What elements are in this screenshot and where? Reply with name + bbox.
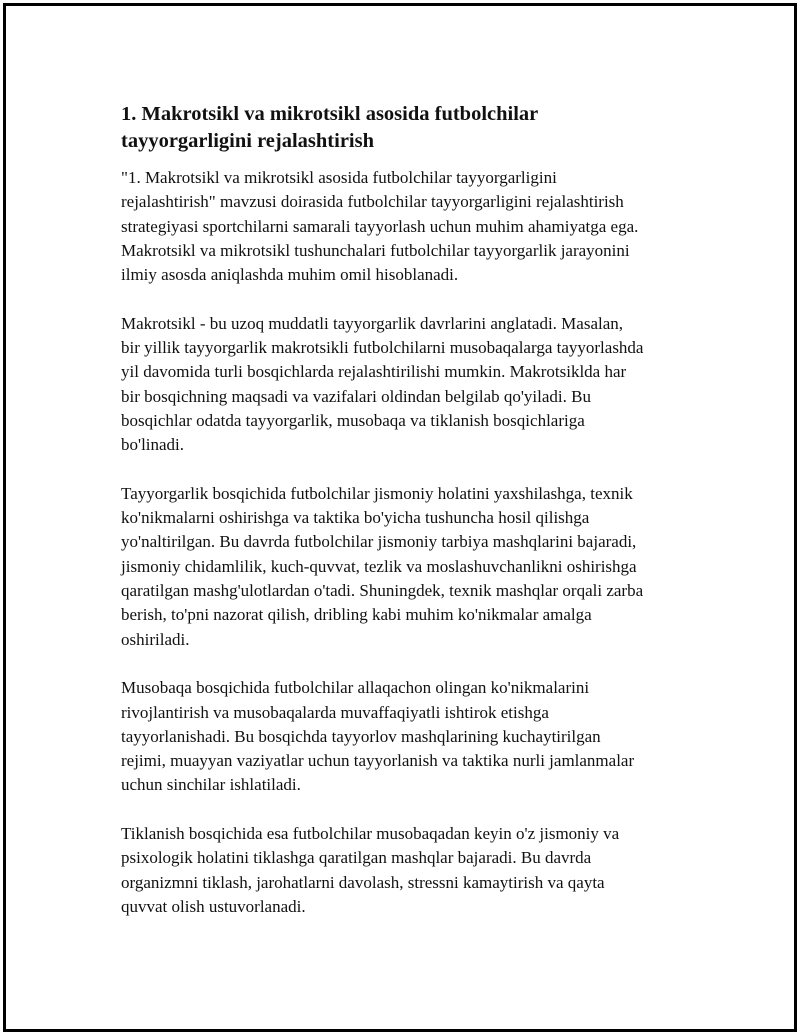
text-line: jismoniy chidamlilik, kuch-quvvat, tezlik va moslashuvchanlikni oshirishga [121, 556, 637, 576]
text-line: qaratilgan mashg'ulotlardan o'tadi. Shuningdek, texnik mashqlar orqali zarba [121, 581, 644, 601]
text-line: psixologik holatini tiklashga qaratilgan mashqlar bajaradi. Bu davrda [121, 848, 592, 868]
text-line: ilmiy asosda aniqlashda muhim omil hisoblanadi. [121, 265, 459, 285]
text-line: bosqichlar odatda tayyorgarlik, musobaqa va tiklanish bosqichlariga [121, 410, 585, 430]
text-line: Tiklanish bosqichida esa futbolchilar musobaqadan keyin o'z jismoniy va [121, 824, 620, 844]
paragraph-preparation-stage [121, 482, 696, 652]
paragraph-intro [121, 166, 696, 287]
paragraph-competition-stage [121, 676, 696, 797]
heading-line: tayyorgarligini rejalashtirish [121, 130, 375, 152]
text-line: yil davomida turli bosqichlarda rejalashtirilishi mumkin. Makrotsiklda har [121, 362, 627, 382]
text-line: bir bosqichning maqsadi va vazifalari oldindan belgilab qo'yiladi. Bu [121, 386, 591, 406]
text-line: Makrotsikl - bu uzoq muddatli tayyorgarlik davrlarini anglatadi. Masalan, [121, 313, 624, 333]
text-line: bir yillik tayyorgarlik makrotsikli futbolchilarni musobaqalarga tayyorlashda [121, 338, 644, 358]
text-line: uchun sinchilar ishlatiladi. [121, 775, 301, 795]
text-line: quvvat olish ustuvorlanadi. [121, 896, 306, 916]
text-line: organizmni tiklash, jarohatlarni davolash, stressni kamaytirish va qayta [121, 872, 605, 892]
text-line: Tayyorgarlik bosqichida futbolchilar jismoniy holatini yaxshilashga, texnik [121, 483, 633, 503]
text-line: strategiyasi sportchilarni samarali tayyorlash uchun muhim ahamiyatga ega. [121, 216, 639, 236]
document-heading [121, 101, 696, 155]
text-line: rivojlantirish va musobaqalarda muvaffaqiyatli ishtirok etishga [121, 702, 549, 722]
text-line: rejalashtirish" mavzusi doirasida futbolchilar tayyorgarligini rejalashtirish [121, 192, 624, 212]
text-line: "1. Makrotsikl va mikrotsikl asosida futbolchilar tayyorgarligini [121, 168, 557, 187]
document-body [121, 101, 696, 944]
text-line: ko'nikmalarni oshirishga va taktika bo'yicha tushuncha hosil qilishga [121, 508, 590, 528]
text-line: bo'linadi. [121, 435, 185, 455]
page-frame [3, 3, 797, 1032]
paragraph-macrocycle [121, 312, 696, 458]
text-line: berish, to'pni nazorat qilish, dribling kabi muhim ko'nikmalar amalga [121, 605, 592, 625]
heading-line: 1. Makrotsikl va mikrotsikl asosida futbolchilar [121, 103, 539, 125]
paragraph-recovery-stage [121, 822, 696, 919]
text-line: Musobaqa bosqichida futbolchilar allaqachon olingan ko'nikmalarini [121, 678, 590, 698]
text-line: Makrotsikl va mikrotsikl tushunchalari futbolchilar tayyorgarlik jarayonini [121, 240, 630, 260]
text-line: rejimi, muayyan vaziyatlar uchun tayyorlanish va taktika nurli jamlanmalar [121, 751, 635, 771]
text-line: tayyorlanishadi. Bu bosqichda tayyorlov mashqlarining kuchaytirilgan [121, 726, 601, 746]
text-line: yo'naltirilgan. Bu davrda futbolchilar jismoniy tarbiya mashqlarini bajaradi, [121, 532, 637, 552]
text-line: oshiriladi. [121, 629, 190, 649]
